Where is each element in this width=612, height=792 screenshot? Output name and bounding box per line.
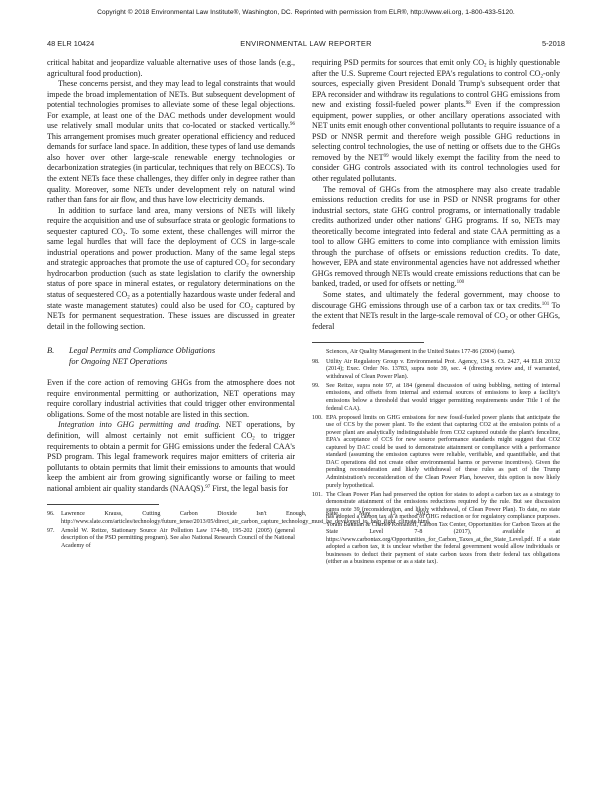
paragraph — [47, 79, 295, 206]
footnote-ref: 98 — [465, 101, 471, 107]
text-run: To the extent that NETs result in the large-scale removal of CO — [312, 300, 560, 321]
footnote-number: 100. — [312, 414, 323, 421]
paragraph: Even if the core action of removing GHGs from the atmosphere does not require environmental permitting or authorization, NET operations may require corollary industrial activities that could trigger other environmental obligations. Some of the most notable are listed in this section. — [47, 378, 295, 419]
paragraph — [312, 58, 560, 185]
footnote-ref: 101 — [541, 301, 550, 307]
copyright-notice: Copyright © 2018 Environmental Law Institute®, Washington, DC. Reprinted with permission from ELR®, http://www.eli.org, 1-800-433-5120. — [97, 9, 515, 16]
text-run: for secondary hydrocarbon production (such as state legislation to clarify the ownership status of pore space in mineral estates, or regulatory determinations on the status of sequestered CO — [47, 258, 295, 300]
footnotes — [312, 349, 560, 567]
section-title-line: Legal Permits and Compliance Obligations — [69, 346, 216, 356]
footnote-text: The Clean Power Plan had preserved the option for states to adopt a carbon tax as a strategy to demonstrate attainment of the emissions reductions required by the rule. But see discussion supra note 39 (reconsideration, and likely withdrawal, of Clean Power Plan). To date, no state has adopted a carbon tax as a method of GHG reduction or for regulatory compliance purposes. Yoram Bauman & Charles Komanoff, Carbon Tax Center, Opportunities for Carbon Taxes at the State Level 7-8 (2017), available at https://www.carbontax.org/Opportunities_for_Carbon_Taxes_at_the_State_Level.pdf. If a state adopted a carbon tax, it is unclear whether the federal government would allow individuals or businesses to deduct their payment of state carbon taxes from their federal tax obligations (either as a business expense or as a state tax). — [326, 491, 560, 566]
subscript: 2 — [250, 306, 253, 312]
text-run: requiring PSD permits for sources that emit only CO — [312, 58, 485, 67]
footnote-ref: 97 — [205, 484, 211, 490]
text-run: In addition to surface land area, many versions of NETs will likely require the acquisition and use of subsurface strata or geologic formations to sequester captured CO — [47, 205, 295, 236]
footnote-text: EPA proposed limits on GHG emissions for new fossil-fueled power plants that anticipate the use of CCS by the power plant. To the extent that capturing CO2 at the emission points of a power plant are analytically indistinguishable from CO2 captured outside the plant's fenceline, EPA's acceptance of CCS for new source performance standards might suggest that CO2 captured by DAC could be used to demonstrate attainment or compliance with a performance standard (assuming the emission captures were reliable, verifiable, and quantifiable, and that DAC operations did not create other environmental harms or perverse incentives). Given the pending reconsideration and likely withdrawal of these rules as part of the Trump Administration's reconsideration of the Clean Power Plan, however, this option is now likely purely hypothetical. — [326, 414, 560, 489]
footnote-number: 96. — [47, 511, 55, 518]
footnote-number: 99. — [312, 382, 320, 389]
text-run: This arrangement promises much greater operational efficiency and reduced demands for surface land space. In addition, these types of land use demands also hover over other large-scale renewable energy technologies or decarbonization strategies (in particular, techniques that rely on BECCS). To the extent NETs face these challenges, they differ only in degree rather than quality. Moreover, some NETs under development rely on natural wind rather than fans for air flow, and thus have low electricity demands. — [47, 131, 295, 205]
footnote-number: 97. — [47, 527, 55, 534]
section-title-line: for Ongoing NET Operations — [69, 357, 168, 367]
paragraph: critical habitat and jeopardize valuable alternative uses of those lands (e.g., agricultural food production). — [47, 58, 295, 78]
footnote — [312, 359, 560, 382]
footnote-text: Lawrence Krauss, Cutting Carbon Dioxide Isn't Enough, Slate, May 13, 2013, http://www.slate.com/articles/technology/future_tense/2013/05/direct_air_carbon_capture_technology_must_be_developed_to_help_fight_climate.html. — [61, 511, 431, 525]
text-run: would likely exempt the facility from the need to consider GHG controls associated with its control technologies used for other regulated pollutants. — [312, 152, 560, 184]
text-run: or other GHGs, federal — [312, 311, 560, 331]
page-citation: 48 ELR 10424 — [47, 39, 95, 48]
footnote-text: See Reitze, supra note 97, at 184 (general discussion of using bubbling, netting of internal emissions, and offsets from internal and external sources of emissions to keep a facility's emissions below a threshold that would trigger permitting requirements under Title I of the federal CAA). — [326, 382, 560, 412]
footnote — [47, 511, 431, 526]
subscript: 2 — [252, 436, 255, 442]
text-run: Even if the compression equipment, power supplies, or other ancillary operations associated with NET units emit enough other conventional pollutants to require issuance of a PSD or NNSR permit and therefore weigh possible GHG reductions in selecting control technologies, the use of netting or offsets due to the GHGs removed by the NET — [312, 100, 560, 162]
subscript: 2 — [484, 63, 487, 69]
subscript: 2 — [540, 74, 543, 80]
text-run: These concerns persist, and they may lead to legal constraints that would impede the broad implementation of NETs. But subsequent development of potential technologies promises to alleviate some of these legal objections. For example, at least one of the DAC methods under development would use relatively small modular units that co-located or stacked vertically. — [47, 79, 295, 131]
running-header — [47, 39, 565, 49]
journal-title: ENVIRONMENTAL LAW REPORTER — [240, 39, 372, 48]
text-run: First, the legal basis for — [210, 483, 288, 493]
section-heading — [47, 345, 295, 367]
footnote — [47, 528, 295, 551]
paragraph — [47, 420, 295, 494]
footnotes — [47, 511, 431, 550]
footnote-ref: 100 — [456, 280, 465, 286]
footnote-number: 101. — [312, 491, 323, 498]
footnote-rule — [312, 342, 424, 343]
issue-date: 5-2018 — [541, 39, 565, 48]
text-run: . To some extent, these challenges will mirror the same legal hurdles that will face the deployment of CCS in large-scale industrial operations and power production. Many of the same legal steps and strategic approaches that promote the use of captured CO — [47, 226, 295, 268]
footnote-number: 98. — [312, 358, 320, 365]
footnote-ref: 99 — [383, 153, 389, 159]
paragraph — [312, 290, 560, 332]
footnote — [312, 415, 560, 490]
section-letter: B. — [47, 346, 55, 356]
footnote-continuation: Sciences, Air Quality Management in the United States 177-86 (2004) (same). — [326, 349, 516, 356]
text-run: NET operations, by definition, will almost certainly not emit sufficient CO — [47, 420, 295, 440]
subscript: 2 — [505, 316, 508, 322]
footnote — [312, 492, 560, 567]
text-run: to trigger requirements to obtain a permit for GHG emissions under the federal CAA's PSD program. This legal framework requires major emitters of criteria air pollutants to obtain permits that limit their emissions to amounts that would keep the ambient air from growing significantly worse or failing to meet national ambient air quality standards (NAAQS). — [47, 430, 295, 493]
section-title — [69, 345, 295, 367]
subscript: 2 — [127, 295, 130, 301]
text-run: captured by NETs for permanent sequestration. These issues are discussed in greater detail in the following section. — [47, 300, 295, 331]
footnote — [312, 383, 560, 413]
run-in-heading: Integration into GHG permitting and trading. — [58, 420, 221, 430]
footnote-ref: 96 — [290, 122, 295, 128]
paragraph — [312, 185, 560, 290]
text-run: as a potentially hazardous waste under federal and state waste management statutes) could also be used for CO — [47, 290, 295, 310]
subscript: 2 — [246, 263, 249, 269]
footnote-rule — [47, 504, 159, 505]
right-column — [312, 58, 560, 569]
text-run: -only sources, especially given President Donald Trump's subsequent order that EPA reconsider and withdraw its regulations to control GHG emissions from new and existing fossil-fueled power plants. — [312, 68, 560, 110]
subscript: 2 — [122, 232, 126, 238]
text-run: is highly questionable after the U.S. Supreme Court rejected EPA's regulations to control CO — [312, 58, 561, 78]
text-run: The removal of GHGs from the atmosphere may also create tradable emissions reduction credits for use in PSD or NNSR programs for other industrial sectors, state GHG control programs, or internationally tradable credits authorized under other nations' GHG programs. If so, NETs may theoretically become integrated into federal and state CAA permitting as a tool to allow GHG emitters to come into compliance with emission limits through the purchase of offsets or emissions reduction credits. To date, however, EPA and state environmental agencies have not addressed whether GHGs removed through NETs would create emissions reductions that can be banked, traded, or used for offsets or netting. — [312, 184, 560, 289]
paragraph — [47, 206, 295, 333]
footnote-text: Utility Air Regulatory Group v. Environmental Prot. Agency, 134 S. Ct. 2427, 44 ELR 20132 (2014); Exec. Order No. 13783, supra note 39, sec. 4 (directing review and, if warranted, withdrawal of Clean Power Plan). — [326, 358, 560, 380]
text-run: Some states, and ultimately the federal government, may choose to discourage GHG emissions through use of a carbon tax or tax credits. — [312, 290, 560, 310]
footnote-text: Arnold W. Reitze, Stationary Source Air Pollution Law 174-80, 195-202 (2005) (general description of the PSD permitting program). See also National Research Council of the National Academy of — [61, 527, 295, 549]
